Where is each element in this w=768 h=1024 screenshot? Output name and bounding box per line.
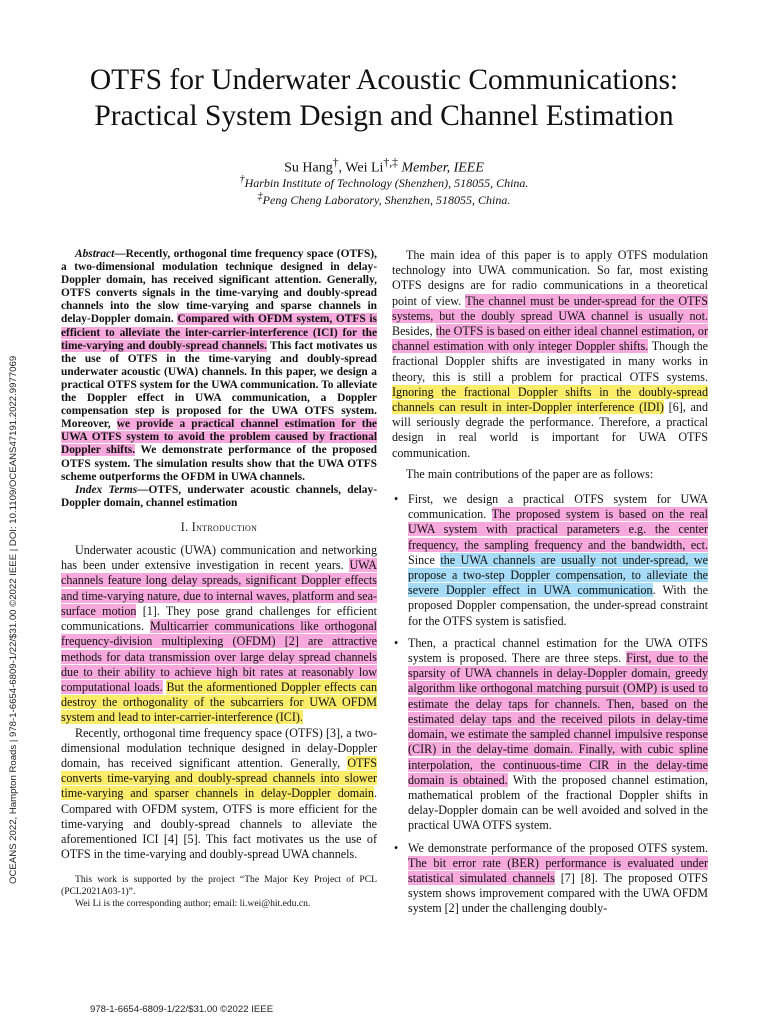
contribution-3-text-2: [7] [8]. The proposed OTFS system shows improvement compared with the UWA OFDM system [2] under the challenging doubly- <box>408 870 709 916</box>
contribution-3-highlight-1: The bit error rate (BER) performance is evaluated under statistical simulated channels <box>408 855 708 885</box>
index-terms-dash: — <box>137 483 149 496</box>
affiliation-1-mark: † <box>239 174 245 185</box>
intro-paragraph-1 <box>61 543 377 725</box>
title-line-2: Practical System Design and Channel Estimation <box>94 100 674 132</box>
affiliation-2-text: Peng Cheng Laboratory, Shenzhen, 518055, China. <box>262 193 511 207</box>
main-idea-text-3: Though the fractional Doppler shifts are investigated in many works in theory, this is still a problem for practical OTFS systems. <box>392 339 708 384</box>
intro-paragraph-2 <box>61 726 377 863</box>
intro-p1-highlight-1: UWA channels feature long delay spreads, significant Doppler effects and time-varying nature, due to internal waves, platform and sea-surface motion <box>61 558 378 618</box>
affiliation-2 <box>40 189 728 208</box>
abstract-text-2: This fact motivates us the use of OTFS in the time-varying and doubly-spread underwater acoustic (UWA) channels. In this paper, we design a practical OTFS system for the UWA communication. To alleviate the Doppler effect in UWA communication, a Doppler compensation step is proposed for the UWA OTFS system. Moreover, <box>61 339 377 431</box>
section-heading-introduction <box>61 520 377 535</box>
author-2-mark: †,‡ <box>383 156 398 169</box>
side-publication-identifier: OCEANS 2022, Hampton Roads | 978-1-6654-6809-1/22/$31.00 ©2022 IEEE | DOI: 10.1109/OCEANS47191.2022.9977069 <box>8 355 19 884</box>
main-idea-highlight-1: The channel must be under-spread for the OTFS systems, but the doubly spread UWA channel is usually not. <box>392 293 708 323</box>
footnotes <box>61 874 377 909</box>
main-idea-text-4: [6], and will seriously degrade the performance. Therefore, a practical design in real world is important for UWA OTFS communication. <box>392 400 708 460</box>
index-terms-text: OTFS, underwater acoustic channels, delay-Doppler domain, channel estimation <box>61 483 377 509</box>
intro-p2-text-1: Recently, orthogonal time frequency space (OTFS) [3], a two-dimensional modulation technique designed in delay-Doppler domain, has received significant attention. Generally, <box>61 725 377 770</box>
contribution-2-highlight-1: First, due to the sparsity of UWA channels in delay-Doppler domain, greedy algorithm like orthogonal matching pursuit (OMP) is used to estimate the delay taps for channels. Then, based on the estimated delay taps and the received pilots in delay-time domain, we estimate the sampled channel impulsive response (CIR) in the delay-time domain. Finally, with cubic spline interpolation, the continuous-time CIR in the delay-time domain is obtained. <box>408 651 709 787</box>
abstract-paragraph <box>61 248 377 484</box>
intro-p1-text-2: [1]. They pose grand challenges for efficient communications. <box>61 603 377 634</box>
author-2-membership: Member, IEEE <box>398 160 484 176</box>
contribution-1-text-1: First, we design a practical OTFS system for UWA communication. <box>408 492 708 522</box>
footnote-corresponding: Wei Li is the corresponding author; email: li.wei@hit.edu.cn. <box>75 897 311 909</box>
contribution-1-highlight-2: the UWA channels are usually not under-spread, we propose a two-step Doppler compensation, to alleviate the severe Doppler effect in UWA communication <box>408 552 708 598</box>
abstract-highlight-1: Compared with OFDM system, OTFS is efficient to alleviate the inter-carrier-interference (ICI) for the time-varying and doubly-spread channels. <box>61 313 377 352</box>
contribution-2-text-1: Then, a practical channel estimation for the UWA OTFS system is proposed. There are three steps. <box>408 635 708 666</box>
main-idea-highlight-2: the OTFS is based on either ideal channel estimation, or channel estimation with only integer Doppler shifts. <box>392 324 708 354</box>
main-idea-paragraph <box>392 248 708 461</box>
contribution-3-text-1: We demonstrate performance of the proposed OTFS system. <box>408 840 708 855</box>
section-numeral: I. <box>180 519 192 534</box>
bullet-glyph: • <box>394 492 399 507</box>
abstract-dash: — <box>114 248 126 260</box>
intro-p2-highlight-1: OTFS converts time-varying and doubly-spread channels into slower time-varying and sparser channels in delay-Doppler domain <box>61 755 377 801</box>
abstract-text-3: We demonstrate performance of the proposed OTFS system. The simulation results show that the UWA OTFS scheme outperforms the OFDM in UWA channels. <box>61 444 377 483</box>
intro-p1-highlight-3: But the aformentioned Doppler effects can destroy the orthogonality of the subcarriers for UWA OFDM system and lead to inter-carrier-interference (ICI). <box>61 679 377 725</box>
contributions-list <box>392 492 708 916</box>
index-terms-paragraph <box>61 484 377 510</box>
intro-p1-highlight-2: Multicarrier communications like orthogonal frequency-division multiplexing (OFDM) [2] are attractive methods for data transmission over large delay spread channels due to their ability to achieve high bit rates at reasonably low computational loads. <box>61 619 377 694</box>
main-idea-highlight-3: Ignoring the fractional Doppler shifts in the doubly-spread channels can result in inter-Doppler interference (IDI) <box>392 384 708 415</box>
main-idea-text-1: The main idea of this paper is to apply OTFS modulation technology into UWA communication. So far, most existing OTFS designs are for radio communications in a theoretical point of view. <box>392 248 708 308</box>
list-item <box>392 492 708 629</box>
bottom-publication-identifier: 978-1-6654-6809-1/22/$31.00 ©2022 IEEE <box>90 1004 274 1015</box>
bullet-glyph: • <box>394 635 399 650</box>
footnote-funding: This work is supported by the project “The Major Key Project of PCL (PCL2021A03-1)”. <box>61 874 377 897</box>
author-1-name: Su Hang <box>284 160 333 176</box>
abstract-label: Abstract <box>75 248 115 260</box>
index-terms-label: Index Terms <box>75 483 138 496</box>
contributions-intro: The main contributions of the paper are as follows: <box>406 466 654 481</box>
author-1-mark: † <box>332 156 339 169</box>
left-column <box>61 248 377 909</box>
intro-p1-text-1: Underwater acoustic (UWA) communication and networking has been under extensive investigation in recent years. <box>61 543 377 573</box>
main-idea-text-2: Besides, <box>392 324 436 339</box>
title-line-1: OTFS for Underwater Acoustic Communications: <box>89 64 679 96</box>
section-title: Introduction <box>191 519 258 534</box>
affiliation-1-text: Harbin Institute of Technology (Shenzhen), 518055, China. <box>244 176 529 190</box>
contribution-1-text-2: Since <box>408 552 441 567</box>
affiliation-2-mark: ‡ <box>257 191 263 202</box>
abstract-highlight-2: we provide a practical channel estimation for the UWA OTFS system to avoid the problem caused by fractional Doppler shifts. <box>61 418 377 457</box>
abstract-text-1: Recently, orthogonal time frequency space (OTFS), a two-dimensional modulation technique designed in delay-Doppler domain, has received significant attention. Generally, OTFS converts signals in the time-varying and doubly-spread channels into the slow time-varying and sparse channels in delay-Doppler domain. <box>61 248 377 326</box>
contribution-1-highlight-1: The proposed system is based on the real UWA system with practical parameters e.g. the center frequency, the sampling frequency and the bandwidth, ect. <box>408 507 708 552</box>
author-separator: , <box>338 160 346 176</box>
contribution-2-text-2: With the proposed channel estimation, mathematical problem of the fractional Doppler shifts in delay-Doppler domain can be well avoided and solved in the practical UWA OTFS system. <box>408 772 709 833</box>
intro-p2-text-2: . Compared with OFDM system, OTFS is more efficient for the time-varying and doubly-spread channels to alleviate the aforementioned ICI [4] [5]. This fact motivates us the use of OTFS in the time-varying and doubly-spread UWA channels. <box>61 786 377 862</box>
author-2-name: Wei Li <box>345 160 384 176</box>
bullet-glyph: • <box>394 840 399 855</box>
list-item <box>392 636 708 834</box>
list-item <box>392 841 708 917</box>
paper-title <box>40 62 728 134</box>
right-column <box>392 248 708 917</box>
contribution-1-text-3: . With the proposed Doppler compensation, the under-spread constraint for the OTFS system is satisfied. <box>408 583 708 628</box>
